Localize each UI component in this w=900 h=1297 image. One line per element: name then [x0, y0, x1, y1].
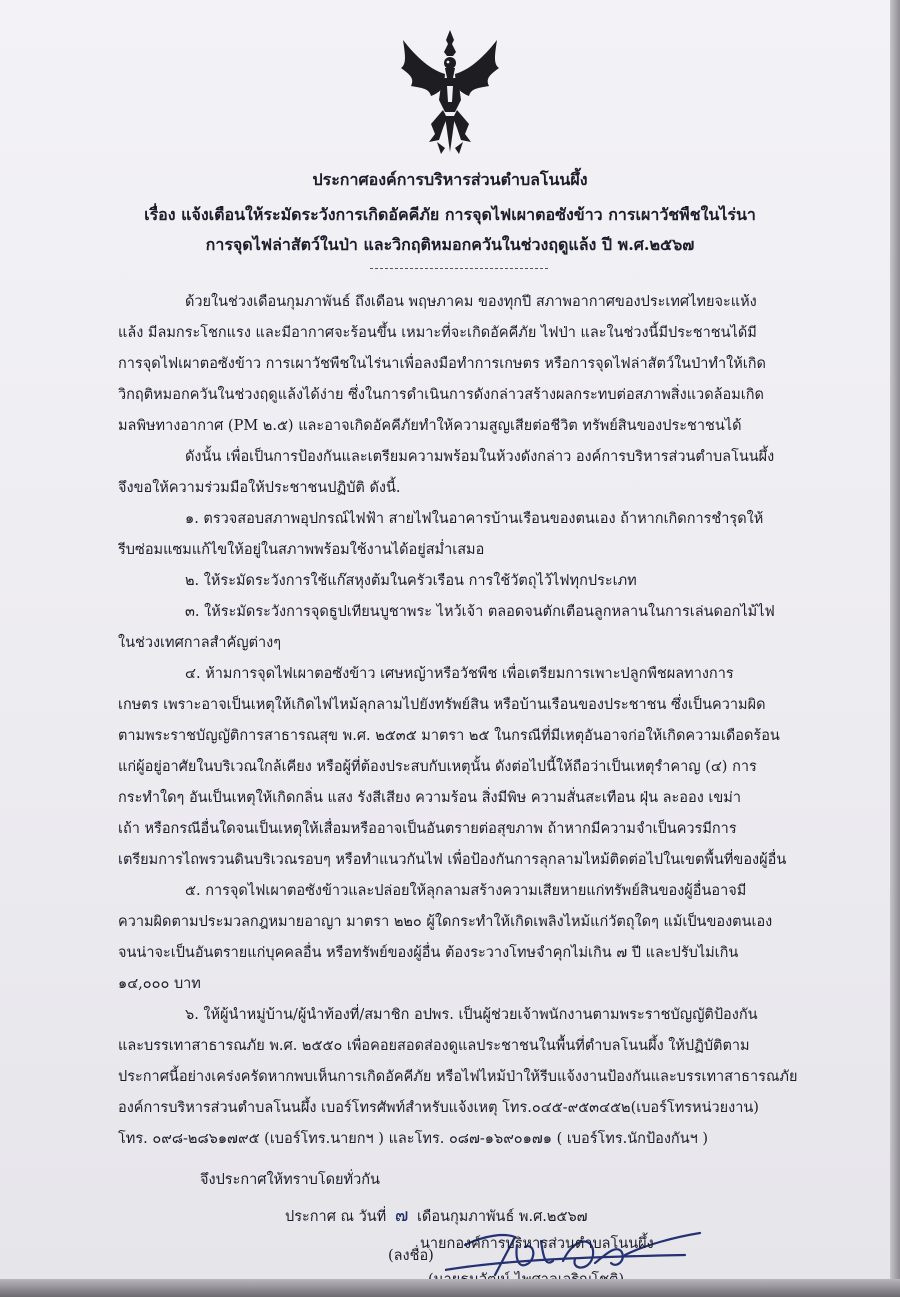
body-line: จึงขอให้ความร่วมมือให้ประชาชนปฏิบัติ ดังนี้. — [118, 480, 401, 496]
closing-statement: จึงประกาศให้ทราบโดยทั่วกัน — [200, 1172, 380, 1188]
body-line: ความผิดตามประมวลกฎหมายอาญา มาตรา ๒๒๐ ผู้ใดกระทำให้เกิดเพลิงไหม้แก่วัตถุใดๆ แม้เป็นของตนเอง — [118, 914, 773, 930]
body-line: จนน่าจะเป็นอันตรายแก่บุคคลอื่น หรือทรัพย์ของผู้อื่น ต้องระวางโทษจำคุกไม่เกิน ๗ ปี และปรับไม่เกิน — [118, 945, 739, 961]
announcement-title: ประกาศองค์การบริหารส่วนตำบลโนนผึ้ง — [312, 170, 588, 189]
body-line: กระทำใดๆ อันเป็นเหตุให้เกิดกลิ่น แสง รังสีเสียง ความร้อน สิ่งมีพิษ ความสั่นสะเทือน ฝุ่น ละออง เขม่า — [118, 790, 741, 806]
body-line: องค์การบริหารส่วนตำบลโนนผึ้ง เบอร์โทรศัพท์สำหรับแจ้งเหตุ โทร.๐๔๕-๙๕๓๔๕๒(เบอร์โทรหน่วยงาน) — [118, 1100, 759, 1116]
body-line: วิกฤติหมอกควันในช่วงฤดูแล้งได้ง่าย ซึ่งในการดำเนินการดังกล่าวสร้างผลกระทบต่อสภาพสิ่งแวดล้อมเกิด — [118, 387, 764, 403]
body-line: มลพิษทางอากาศ (PM ๒.๕) และอาจเกิดอัคคีภัยทำให้ความสูญเสียต่อชีวิต ทรัพย์สินของประชาชนได้ — [118, 418, 742, 434]
body-line: ๑๔,๐๐๐ บาท — [118, 976, 201, 992]
body-line: เถ้า หรือกรณีอื่นใดจนเป็นเหตุให้เสื่อมหรืออาจเป็นอันตรายต่อสุขภาพ ถ้าหากมีความจำเป็นควรมีการ — [118, 821, 737, 837]
date-prefix: ประกาศ ณ วันที่ — [285, 1209, 387, 1225]
body-line: ดังนั้น เพื่อเป็นการป้องกันและเตรียมความพร้อมในห้วงดังกล่าว องค์การบริหารส่วนตำบลโนนผึ้ง — [185, 449, 775, 465]
page-edge-right — [890, 0, 900, 1297]
list-item-6: ๖. ให้ผู้นำหมู่บ้าน/ผู้นำท้องที่/สมาชิก อปพร. เป็นผู้ช่วยเจ้าพนักงานตามพระราชบัญญัติป้องกัน — [185, 1007, 758, 1023]
list-item-3: ๓. ให้ระมัดระวังการจุดธูปเทียนบูชาพระ ไหว้เจ้า ตลอดจนตักเตือนลูกหลานในการเล่นดอกไม้ไฟ — [185, 604, 775, 620]
body-line: การจุดไฟเผาตอซังข้าว การเผาวัชพืชในไร่นาเพื่อลงมือทำการเกษตร หรือการจุดไฟล่าสัตว์ในป่าทำให้เกิด — [118, 356, 766, 372]
body-line: ตามพระราชบัญญัติการสาธารณสุข พ.ศ. ๒๕๓๕ มาตรา ๒๕ ในกรณีที่มีเหตุอันอาจก่อให้เกิดความเดือดร้อน — [118, 728, 780, 744]
body-line: ในช่วงเทศกาลสำคัญต่างๆ — [118, 635, 282, 651]
body-line: โทร. ๐๙๘-๒๘๖๑๗๙๕ (เบอร์โทร.นายกฯ ) และโทร. ๐๘๗-๑๖๙๐๑๗๑ ( เบอร์โทร.นักป้องกันฯ ) — [118, 1131, 709, 1147]
list-item-2: ๒. ให้ระมัดระวังการใช้แก๊สหุงต้มในครัวเรือน การใช้วัตถุไว้ไฟทุกประเภท — [185, 573, 637, 589]
signer-position: นายกองค์การบริหารส่วนตำบลโนนผึ้ง — [420, 1236, 654, 1252]
header-divider — [370, 268, 548, 269]
list-item-5: ๕. การจุดไฟเผาตอซังข้าวและปล่อยให้ลุกลามสร้างความเสียหายแก่ทรัพย์สินของผู้อื่นอาจมี — [185, 883, 747, 899]
list-item-1: ๑. ตรวจสอบสภาพอุปกรณ์ไฟฟ้า สายไฟในอาคารบ้านเรือนของตนเอง ถ้าหากเกิดการชำรุดให้ — [185, 511, 764, 527]
page-edge-bottom — [0, 1279, 900, 1297]
body-line: แล้ง มีลมกระโชกแรง และมีอากาศจะร้อนขึ้น เหมาะที่จะเกิดอัคคีภัย ไฟป่า และในช่วงนี้มีประชาชนได้มี — [118, 325, 757, 341]
body-line: เตรียมการไถพรวนดินบริเวณรอบๆ หรือทำแนวกันไฟ เพื่อป้องกันการลุกลามไหม้ติดต่อไปในเขตพื้นที่ของผู้อื่น — [118, 852, 787, 868]
date-suffix: เดือนกุมภาพันธ์ พ.ศ.๒๕๖๗ — [416, 1209, 588, 1225]
signature-label: (ลงชื่อ) — [388, 1248, 434, 1264]
body-line: ประกาศนี้อย่างเคร่งครัดหากพบเห็นการเกิดอัคคีภัย หรือไฟไหม้ป่าให้รีบแจ้งงานป้องกันและบรรเทาสาธารณภัย — [118, 1069, 798, 1085]
body-line: แก่ผู้อยู่อาศัยในบริเวณใกล้เคียง หรือผู้ที่ต้องประสบกับเหตุนั้น ดังต่อไปนี้ให้ถือว่าเป็นเหตุรำคาญ (๔) การ — [118, 759, 757, 775]
list-item-4: ๔. ห้ามการจุดไฟเผาตอซังข้าว เศษหญ้าหรือวัชพืช เพื่อเตรียมการเพาะปลูกพืชผลทางการ — [185, 666, 734, 682]
body-line: ด้วยในช่วงเดือนกุมภาพันธ์ ถึงเดือน พฤษภาคม ของทุกปี สภาพอากาศของประเทศไทยจะแห้ง — [185, 294, 757, 310]
announcement-subject: เรื่อง แจ้งเตือนให้ระมัดระวังการเกิดอัคคีภัย การจุดไฟเผาตอซังข้าว การเผาวัชพืชในไร่นา — [144, 205, 756, 224]
garuda-emblem-icon — [395, 30, 505, 155]
date-day-handwritten: ๗ — [394, 1205, 409, 1226]
body-line: และบรรเทาสาธารณภัย พ.ศ. ๒๕๕๐ เพื่อคอยสอดส่องดูแลประชาชนในพื้นที่ตำบลโนนผึ้ง ให้ปฏิบัติตาม — [118, 1038, 750, 1054]
body-line: เกษตร เพราะอาจเป็นเหตุให้เกิดไฟไหม้ลุกลามไปยังทรัพย์สิน หรือบ้านเรือนของประชาชน ซึ่งเป็นความผิด — [118, 697, 766, 713]
announcement-subject-cont: การจุดไฟล่าสัตว์ในป่า และวิกฤติหมอกควันในช่วงฤดูแล้ง ปี พ.ศ.๒๕๖๗ — [205, 235, 695, 254]
body-line: รีบซ่อมแซมแก้ไขให้อยู่ในสภาพพร้อมใช้งานได้อยู่สม่ำเสมอ — [118, 542, 485, 558]
